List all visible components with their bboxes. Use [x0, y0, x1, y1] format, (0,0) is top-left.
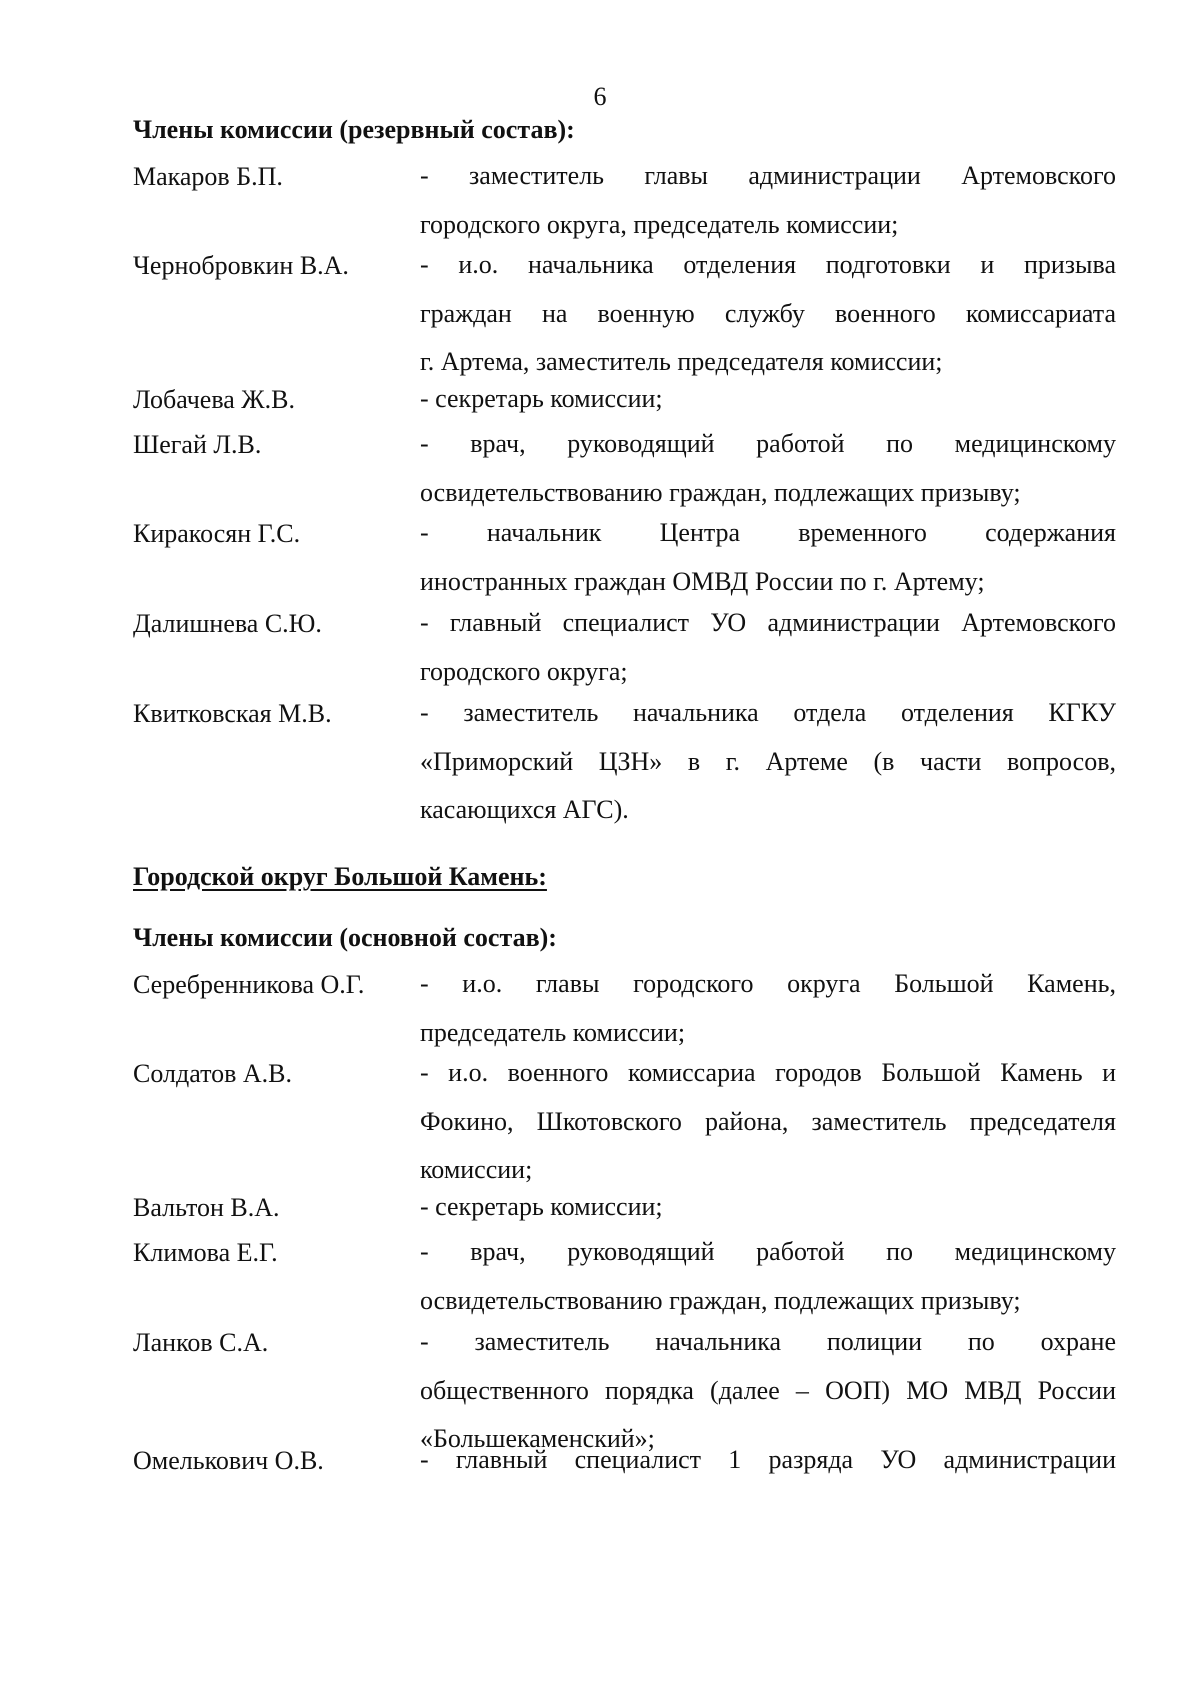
- member-role: - главный специалист 1 разряда УО администрации: [420, 1445, 1116, 1474]
- member-role: - и.о. начальника отделения подготовки и призыва граждан на военную службу военного комиссариата г. Артема, заместитель председателя комиссии;: [420, 250, 1116, 376]
- member-role: - главный специалист УО администрации Артемовского городского округа;: [420, 608, 1116, 686]
- member-role: - начальник Центра временного содержания иностранных граждан ОМВД России по г. Артему;: [420, 518, 1116, 596]
- member-name: Серебренникова О.Г.: [133, 970, 365, 999]
- member-role: - заместитель начальника полиции по охране общественного порядка (далее – ООП) МО МВД России «Большекаменский»;: [420, 1327, 1116, 1453]
- member-name: Макаров Б.П.: [133, 162, 283, 191]
- section-heading-main: Члены комиссии (основной состав):: [133, 923, 557, 952]
- member-role: - секретарь комиссии;: [420, 384, 663, 413]
- member-name: Квитковская М.В.: [133, 699, 332, 728]
- member-name: Чернобровкин В.А.: [133, 251, 349, 280]
- member-name: Вальтон В.А.: [133, 1193, 280, 1222]
- member-name: Солдатов А.В.: [133, 1059, 292, 1088]
- district-heading: Городской округ Большой Камень:: [133, 862, 547, 891]
- member-role: - врач, руководящий работой по медицинскому освидетельствованию граждан, подлежащих призыву;: [420, 429, 1116, 507]
- member-name: Киракосян Г.С.: [133, 519, 301, 548]
- member-name: Ланков С.А.: [133, 1328, 269, 1357]
- member-role: - и.о. военного комиссариа городов Большой Камень и Фокино, Шкотовского района, заместитель председателя комиссии;: [420, 1058, 1116, 1184]
- member-name: Климова Е.Г.: [133, 1238, 278, 1267]
- section-heading-reserve: Члены комиссии (резервный состав):: [133, 115, 575, 144]
- page-number: 6: [593, 82, 607, 111]
- member-role: - секретарь комиссии;: [420, 1192, 663, 1221]
- member-name: Омелькович О.В.: [133, 1446, 324, 1475]
- member-role: - врач, руководящий работой по медицинскому освидетельствованию граждан, подлежащих призыву;: [420, 1237, 1116, 1315]
- member-name: Шегай Л.В.: [133, 430, 262, 459]
- member-role: - заместитель начальника отдела отделения КГКУ «Приморский ЦЗН» в г. Артеме (в части вопросов, касающихся АГС).: [420, 698, 1116, 824]
- member-name: Лобачева Ж.В.: [133, 385, 295, 414]
- member-role: - заместитель главы администрации Артемовского городского округа, председатель комиссии;: [420, 161, 1116, 239]
- member-name: Далишнева С.Ю.: [133, 609, 322, 638]
- member-role: - и.о. главы городского округа Большой Камень, председатель комиссии;: [420, 969, 1116, 1047]
